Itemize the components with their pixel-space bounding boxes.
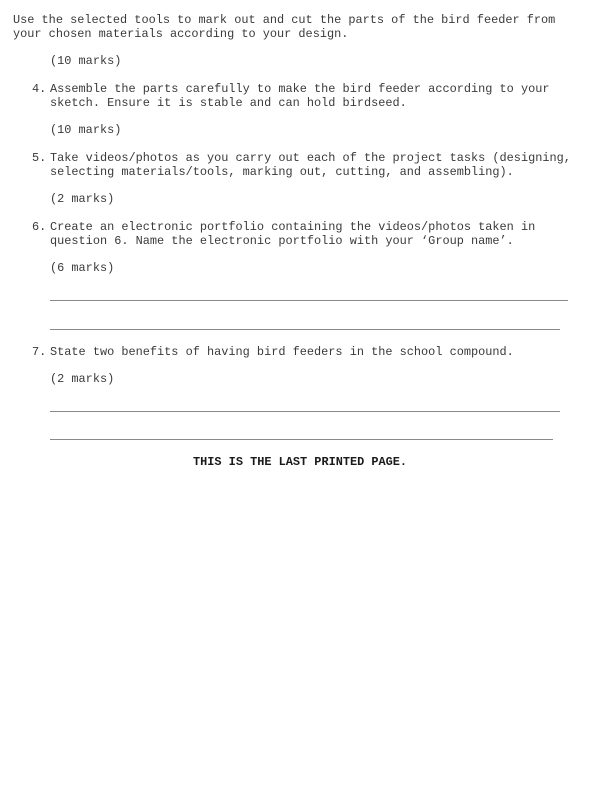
- question-number: 4.: [32, 82, 47, 96]
- last-page-notice: THIS IS THE LAST PRINTED PAGE.: [193, 455, 408, 469]
- question-text-line-2: sketch. Ensure it is stable and can hold birdseed.: [50, 96, 407, 110]
- question-marks: (2 marks): [50, 372, 115, 386]
- answer-line[interactable]: [50, 439, 553, 440]
- question-number: 7.: [32, 345, 47, 359]
- answer-line[interactable]: [50, 329, 560, 330]
- question-number: 6.: [32, 220, 47, 234]
- question-text-line-1: State two benefits of having bird feeders in the school compound.: [50, 345, 514, 359]
- question-number: 5.: [32, 151, 47, 165]
- answer-line[interactable]: [50, 300, 568, 301]
- intro-line-1: Use the selected tools to mark out and cut the parts of the bird feeder from: [13, 13, 556, 27]
- question-marks: (2 marks): [50, 192, 115, 206]
- question-marks: (6 marks): [50, 261, 115, 275]
- question-marks: (10 marks): [50, 123, 122, 137]
- intro-line-2: your chosen materials according to your design.: [13, 27, 349, 41]
- question-text-line-2: selecting materials/tools, marking out, cutting, and assembling).: [50, 165, 514, 179]
- intro-marks: (10 marks): [50, 54, 122, 68]
- question-text-line-1: Assemble the parts carefully to make the bird feeder according to your: [50, 82, 550, 96]
- answer-line[interactable]: [50, 411, 560, 412]
- question-text-line-1: Take videos/photos as you carry out each of the project tasks (designing,: [50, 151, 571, 165]
- question-text-line-2: question 6. Name the electronic portfolio with your ‘Group name’.: [50, 234, 514, 248]
- question-text-line-1: Create an electronic portfolio containing the videos/photos taken in: [50, 220, 536, 234]
